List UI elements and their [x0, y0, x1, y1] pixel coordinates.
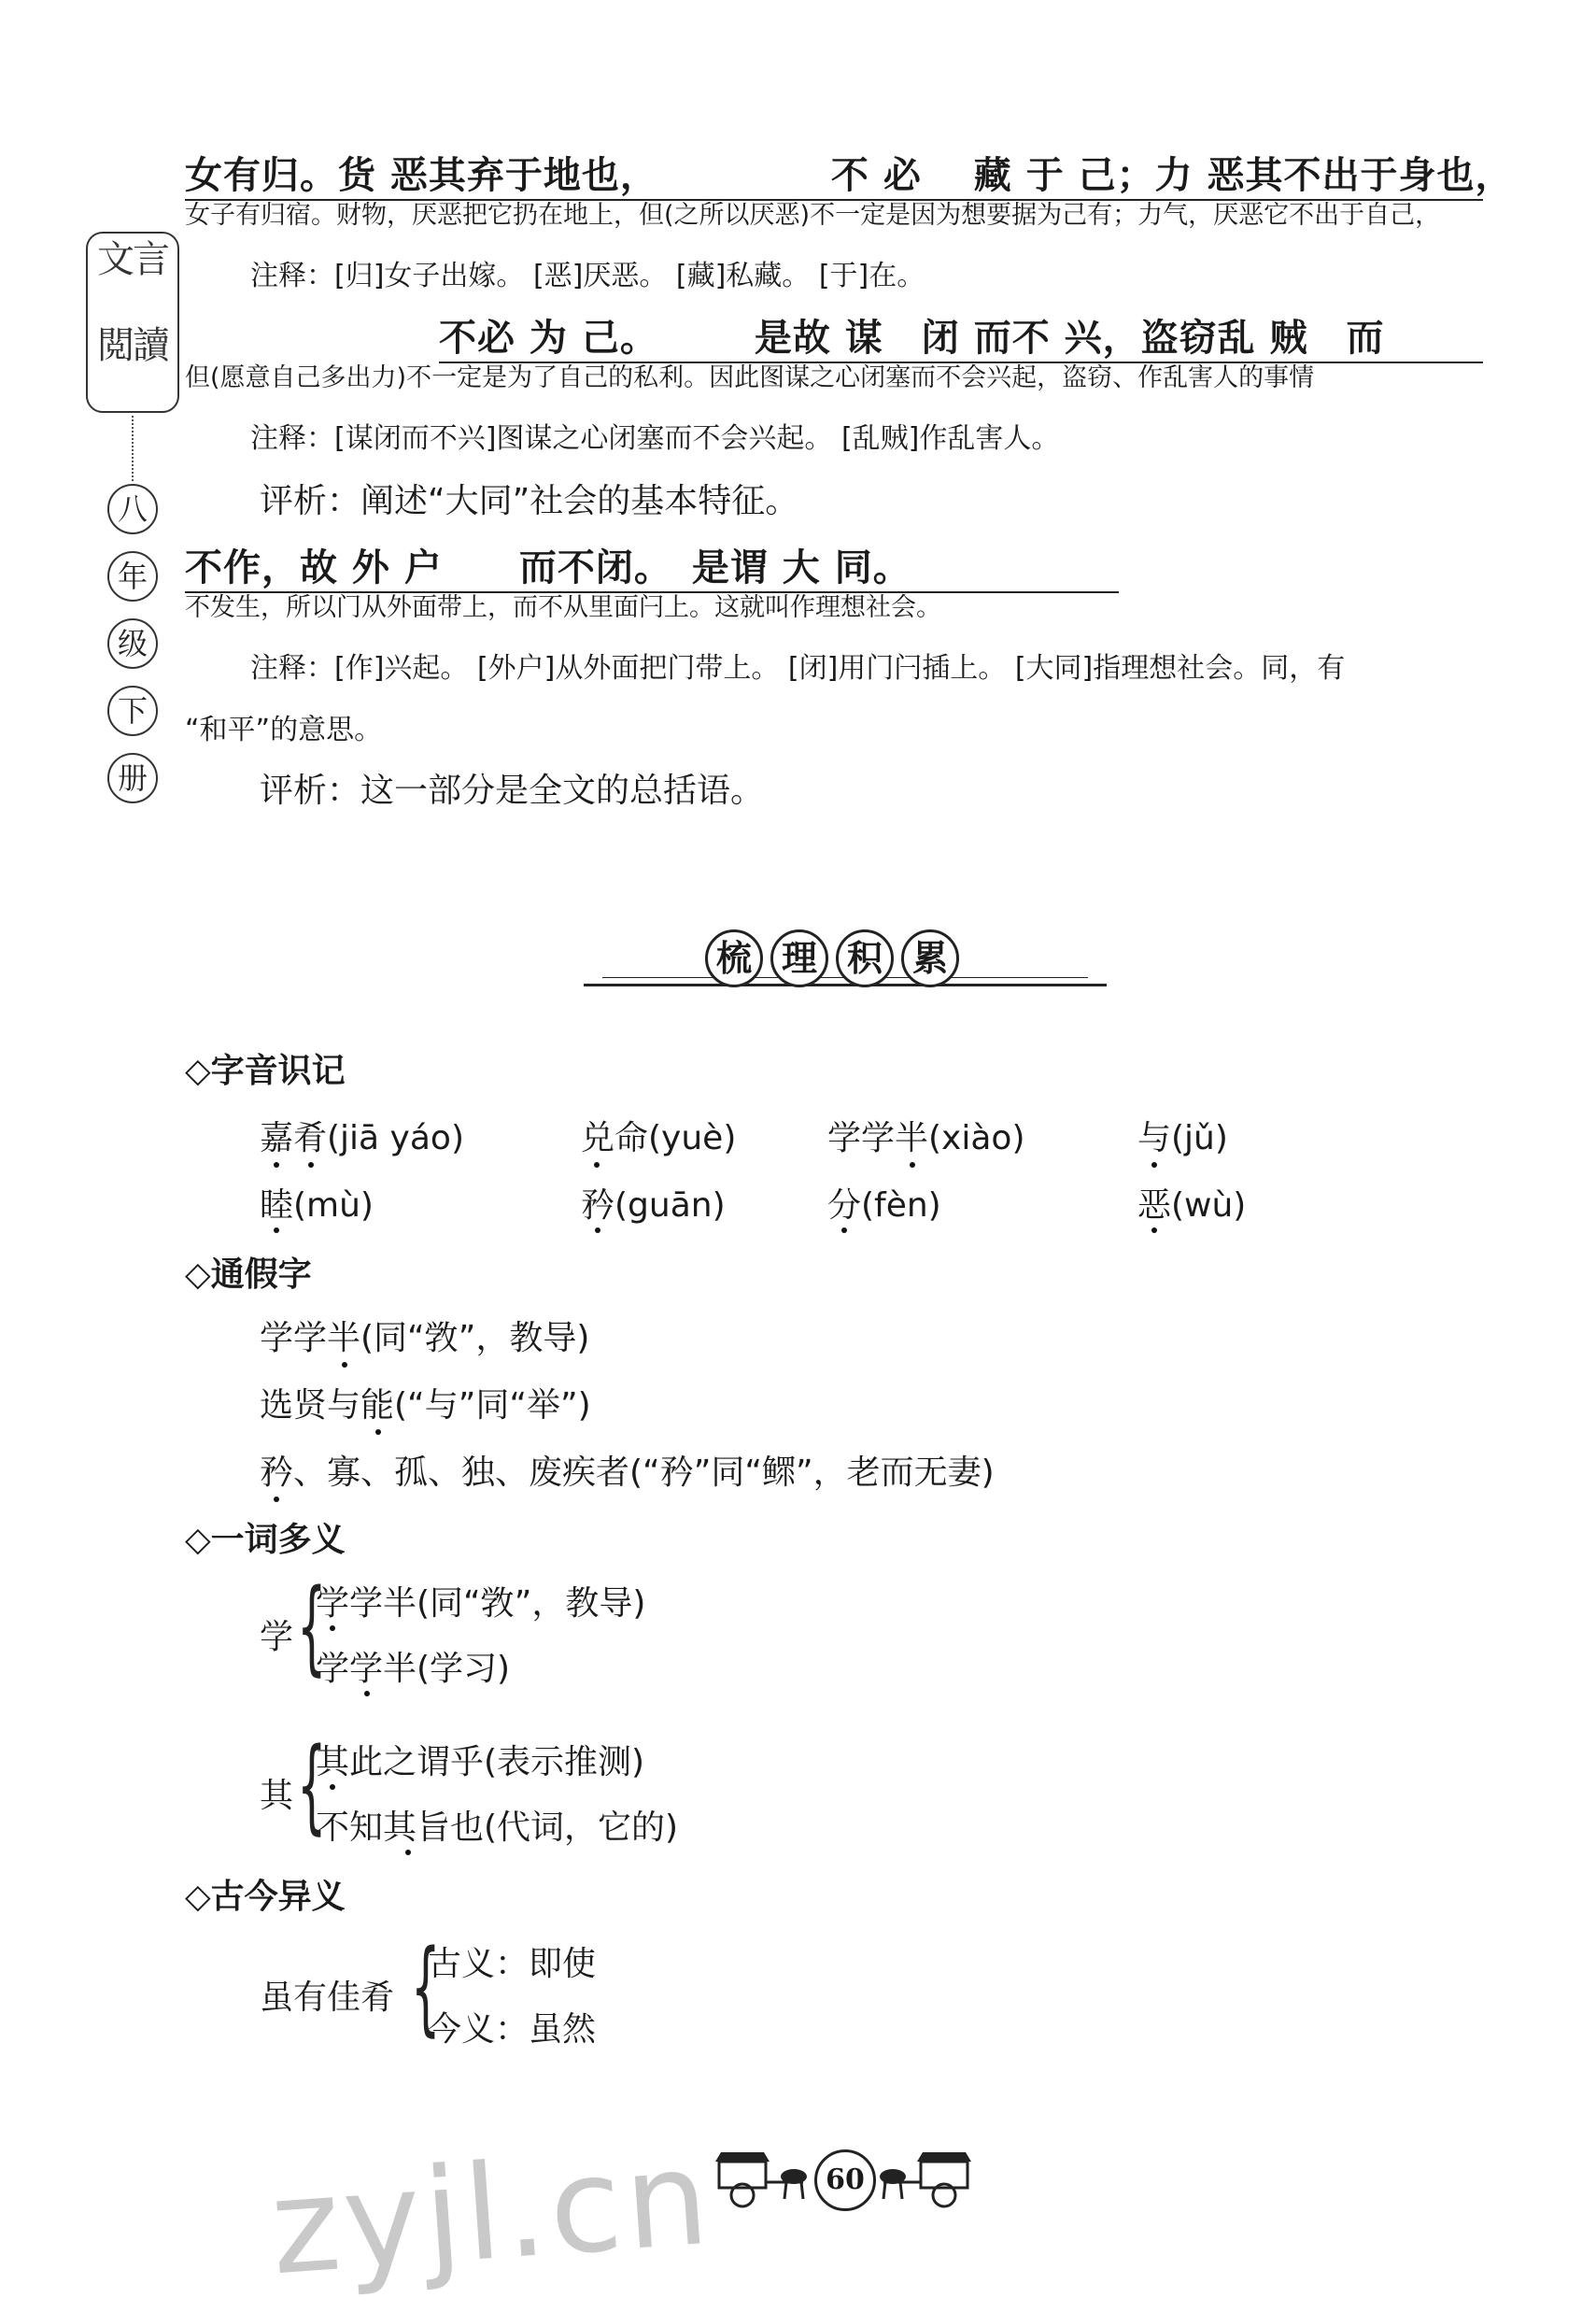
brace-symbol: {: [297, 1725, 327, 1845]
emphasis-dot: [330, 1784, 335, 1790]
polysemy-sense: 学学半(同“敩”，教导): [316, 1584, 646, 1623]
carriage-ornament-right: [874, 2145, 977, 2210]
polysemy-sense: 其此之谓乎(表示推测): [316, 1743, 645, 1781]
pronunciation-item: 嘉肴(jiā yáo): [260, 1119, 464, 1157]
grade-char: 年: [107, 551, 158, 602]
polysemy-word: 其: [260, 1777, 294, 1815]
emphasis-dot: [594, 1162, 600, 1168]
emphasis-dot: [841, 1227, 847, 1233]
emphasis-dot: [1151, 1162, 1157, 1168]
translation-line: 但(愿意自己多出力)不一定是为了自己的私利。因此图谋之心闭塞而不会兴起，盗窃、作乱害人的事情: [185, 363, 1315, 392]
pronunciation-item: 学学半(xiào): [827, 1119, 1025, 1157]
original-text-line: 不作，故 外 户 而不闭。 是谓 大 同。: [185, 538, 1119, 593]
original-text-line: 不必 为 己。 是故 谋 闭 而不 兴，盗窃乱 贼 而: [439, 308, 1483, 363]
emphasis-dot: [405, 1850, 411, 1855]
pronunciation-item: 睦(mù): [260, 1186, 374, 1225]
grade-char: 八: [107, 484, 158, 534]
pronunciation-item: 与(jǔ): [1137, 1119, 1228, 1157]
section-heading: ◇一词多义: [185, 1521, 346, 1559]
book-seal-logo: [86, 232, 179, 413]
annotation-note: 注释：[作]兴起。 [外户]从外面把门带上。 [闭]用门闩插上。 [大同]指理想社会。同，有: [250, 652, 1346, 685]
seal-char: 閲: [97, 324, 134, 367]
emphasis-dot: [274, 1496, 279, 1502]
emphasis-dot: [375, 1429, 381, 1435]
section-heading: ◇通假字: [185, 1255, 312, 1294]
title-char: 梳: [705, 929, 763, 987]
title-char: 累: [901, 929, 959, 987]
pronunciation-item: 恶(wù): [1137, 1186, 1247, 1225]
annotation-note: 注释：[谋闭而不兴]图谋之心闭塞而不会兴起。 [乱贼]作乱害人。: [250, 422, 1060, 455]
emphasis-dot: [308, 1162, 314, 1168]
title-char: 积: [836, 929, 894, 987]
polysemy-word: 学: [260, 1618, 294, 1656]
grade-char: 下: [107, 686, 158, 736]
translation-line: 不发生，所以门从外面带上，而不从里面闩上。这就叫作理想社会。: [185, 593, 941, 622]
grade-char: 册: [107, 753, 158, 803]
margin-dotted-line: [132, 416, 134, 481]
section-title: [584, 929, 1107, 993]
seal-char: 文: [97, 238, 134, 281]
tongjia-item: 学学半(同“敩”，教导): [260, 1319, 590, 1357]
analysis-text: 评析：这一部分是全文的总括语。: [260, 772, 765, 810]
emphasis-dot: [274, 1162, 279, 1168]
emphasis-dot: [274, 1227, 279, 1233]
annotation-note: 注释：[归]女子出嫁。 [恶]厌恶。 [藏]私藏。 [于]在。: [250, 260, 925, 292]
page-number: 60: [814, 2149, 876, 2211]
pronunciation-item: 兑命(yuè): [581, 1119, 737, 1157]
seal-char: 言: [133, 238, 170, 281]
tongjia-item: 矜、寡、孤、独、废疾者(“矜”同“鳏”，老而无妻): [260, 1454, 995, 1492]
translation-line: 女子有归宿。财物，厌恶把它扔在地上，但(之所以厌恶)不一定是因为想要据为己有；力气，厌恶它不出于自己，: [185, 201, 1441, 230]
polysemy-sense: 不知其旨也(代词，它的): [316, 1808, 679, 1847]
emphasis-dot: [595, 1227, 600, 1233]
ancient-modern-sense: 今义：虽然: [428, 2010, 597, 2049]
emphasis-dot: [910, 1162, 915, 1168]
title-underline: [584, 984, 1107, 986]
ancient-modern-word: 虽有佳肴: [260, 1979, 395, 2017]
section-heading: ◇古今异义: [185, 1878, 346, 1916]
grade-char: 级: [107, 618, 158, 669]
emphasis-dot: [342, 1362, 347, 1368]
seal-char: 讀: [133, 324, 170, 367]
tongjia-item: 选贤与能(“与”同“举”): [260, 1386, 591, 1425]
ancient-modern-sense: 古义：即使: [428, 1945, 597, 1983]
annotation-note: “和平”的意思。: [185, 714, 383, 746]
original-text-line: 女有归。货 恶其弃于地也， 不 必 藏 于 己；力 恶其不出于身也，: [185, 146, 1483, 201]
emphasis-dot: [1151, 1227, 1157, 1233]
pronunciation-item: 分(fèn): [827, 1186, 941, 1225]
section-heading: ◇字音识记: [185, 1052, 346, 1090]
brace-symbol: {: [411, 1927, 441, 2047]
brace-symbol: {: [297, 1567, 327, 1686]
analysis-text: 评析：阐述“大同”社会的基本特征。: [260, 482, 799, 520]
emphasis-dot: [330, 1625, 335, 1631]
watermark: zyjl.cn: [265, 2121, 717, 2305]
emphasis-dot: [364, 1691, 370, 1696]
carriage-ornament-left: [710, 2145, 812, 2210]
polysemy-sense: 学学半(学习): [316, 1650, 511, 1688]
pronunciation-item: 矜(guān): [581, 1186, 726, 1225]
title-char: 理: [770, 929, 828, 987]
